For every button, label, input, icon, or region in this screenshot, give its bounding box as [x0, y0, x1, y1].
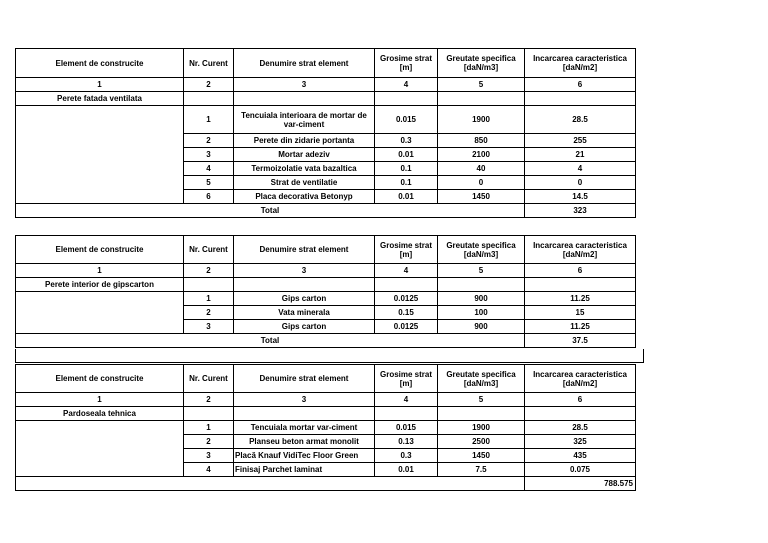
row-incarcare: 4 [525, 162, 636, 176]
header-row [16, 49, 636, 78]
row-name: Tencuiala interioara de mortar de var-ciment [234, 106, 375, 134]
row-name: Placă Knauf VidiTec Floor Green [234, 449, 375, 463]
row-nr: 6 [184, 190, 234, 204]
table-pardoseala [15, 364, 636, 491]
row-nr: 5 [184, 176, 234, 190]
row-nr: 1 [184, 421, 234, 435]
element-name: Pardoseala tehnica [16, 407, 184, 421]
row-greutate: 1450 [438, 449, 525, 463]
index-cell: 5 [438, 264, 525, 278]
header-greutate: Greutate specifica [daN/m3] [438, 365, 525, 393]
total-row [16, 477, 636, 491]
table-row [16, 106, 636, 134]
header-row [16, 236, 636, 264]
total-label [16, 477, 525, 491]
header-incarcare: Incarcarea caracteristica [daN/m2] [525, 49, 636, 78]
row-name: Planseu beton armat monolit [234, 435, 375, 449]
index-row [16, 264, 636, 278]
row-greutate: 1900 [438, 421, 525, 435]
row-grosime: 0.0125 [375, 320, 438, 334]
row-grosime: 0.1 [375, 162, 438, 176]
index-cell: 6 [525, 264, 636, 278]
row-grosime: 0.3 [375, 449, 438, 463]
index-cell: 2 [184, 264, 234, 278]
row-incarcare: 28.5 [525, 106, 636, 134]
index-cell: 3 [234, 393, 375, 407]
row-name: Tencuiala mortar var-ciment [234, 421, 375, 435]
row-grosime: 0.3 [375, 134, 438, 148]
row-grosime: 0.015 [375, 421, 438, 435]
row-greutate: 2100 [438, 148, 525, 162]
row-nr: 1 [184, 106, 234, 134]
index-cell: 3 [234, 78, 375, 92]
row-greutate: 850 [438, 134, 525, 148]
row-nr: 3 [184, 320, 234, 334]
header-element: Element de construcite [16, 236, 184, 264]
row-name: Gips carton [234, 292, 375, 306]
row-greutate: 1900 [438, 106, 525, 134]
index-cell: 3 [234, 264, 375, 278]
row-greutate: 0 [438, 176, 525, 190]
row-nr: 3 [184, 449, 234, 463]
row-incarcare: 11.25 [525, 292, 636, 306]
total-row [16, 204, 636, 218]
row-grosime: 0.13 [375, 435, 438, 449]
row-nr: 2 [184, 134, 234, 148]
row-grosime: 0.01 [375, 463, 438, 477]
header-denumire: Denumire strat element [234, 365, 375, 393]
total-label: Total [16, 334, 525, 348]
element-row [16, 407, 636, 421]
total-value: 37.5 [525, 334, 636, 348]
header-greutate: Greutate specifica [daN/m3] [438, 49, 525, 78]
row-greutate: 2500 [438, 435, 525, 449]
element-merged-cell [16, 292, 184, 334]
index-cell: 6 [525, 78, 636, 92]
row-grosime: 0.01 [375, 148, 438, 162]
row-nr: 4 [184, 162, 234, 176]
index-cell: 1 [16, 78, 184, 92]
header-grosime: Grosime strat [m] [375, 365, 438, 393]
row-nr: 1 [184, 292, 234, 306]
header-incarcare: Incarcarea caracteristica [daN/m2] [525, 236, 636, 264]
element-row [16, 278, 636, 292]
header-nr: Nr. Curent [184, 365, 234, 393]
header-greutate: Greutate specifica [daN/m3] [438, 236, 525, 264]
index-cell: 2 [184, 393, 234, 407]
row-nr: 3 [184, 148, 234, 162]
header-denumire: Denumire strat element [234, 49, 375, 78]
row-incarcare: 14.5 [525, 190, 636, 204]
table-row [16, 421, 636, 435]
row-incarcare: 21 [525, 148, 636, 162]
row-greutate: 900 [438, 320, 525, 334]
index-cell: 5 [438, 393, 525, 407]
index-cell: 1 [16, 264, 184, 278]
row-name: Mortar adeziv [234, 148, 375, 162]
index-cell: 4 [375, 78, 438, 92]
header-grosime: Grosime strat [m] [375, 49, 438, 78]
row-nr: 2 [184, 306, 234, 320]
table-row [16, 292, 636, 306]
row-name: Finisaj Parchet laminat [234, 463, 375, 477]
total-label: Total [16, 204, 525, 218]
row-name: Perete din zidarie portanta [234, 134, 375, 148]
total-value: 788.575 [525, 477, 636, 491]
element-name: Perete fatada ventilata [16, 92, 184, 106]
row-grosime: 0.1 [375, 176, 438, 190]
header-grosime: Grosime strat [m] [375, 236, 438, 264]
element-name: Perete interior de gipscarton [16, 278, 184, 292]
row-incarcare: 15 [525, 306, 636, 320]
index-cell: 2 [184, 78, 234, 92]
header-row [16, 365, 636, 393]
row-nr: 2 [184, 435, 234, 449]
index-cell: 4 [375, 393, 438, 407]
row-greutate: 40 [438, 162, 525, 176]
row-greutate: 1450 [438, 190, 525, 204]
row-nr: 4 [184, 463, 234, 477]
element-merged-cell [16, 421, 184, 477]
row-greutate: 900 [438, 292, 525, 306]
row-incarcare: 255 [525, 134, 636, 148]
header-element: Element de construcite [16, 365, 184, 393]
header-nr: Nr. Curent [184, 49, 234, 78]
header-denumire: Denumire strat element [234, 236, 375, 264]
header-incarcare: Incarcarea caracteristica [daN/m2] [525, 365, 636, 393]
row-incarcare: 0.075 [525, 463, 636, 477]
total-value: 323 [525, 204, 636, 218]
row-name: Termoizolatie vata bazaltica [234, 162, 375, 176]
row-grosime: 0.01 [375, 190, 438, 204]
row-name: Strat de ventilatie [234, 176, 375, 190]
row-grosime: 0.15 [375, 306, 438, 320]
index-row [16, 393, 636, 407]
row-name: Placa decorativa Betonyp [234, 190, 375, 204]
header-nr: Nr. Curent [184, 236, 234, 264]
row-incarcare: 28.5 [525, 421, 636, 435]
index-cell: 5 [438, 78, 525, 92]
table-perete-interior [15, 235, 636, 348]
row-greutate: 100 [438, 306, 525, 320]
header-element: Element de construcite [16, 49, 184, 78]
index-cell: 6 [525, 393, 636, 407]
row-grosime: 0.015 [375, 106, 438, 134]
index-row [16, 78, 636, 92]
row-incarcare: 325 [525, 435, 636, 449]
index-cell: 4 [375, 264, 438, 278]
row-incarcare: 11.25 [525, 320, 636, 334]
row-grosime: 0.0125 [375, 292, 438, 306]
element-merged-cell [16, 106, 184, 204]
row-greutate: 7.5 [438, 463, 525, 477]
row-name: Gips carton [234, 320, 375, 334]
row-name: Vata minerala [234, 306, 375, 320]
row-incarcare: 0 [525, 176, 636, 190]
row-incarcare: 435 [525, 449, 636, 463]
index-cell: 1 [16, 393, 184, 407]
total-row [16, 334, 636, 348]
spacer-row [15, 349, 644, 363]
table-perete-fatada [15, 48, 636, 218]
element-row [16, 92, 636, 106]
